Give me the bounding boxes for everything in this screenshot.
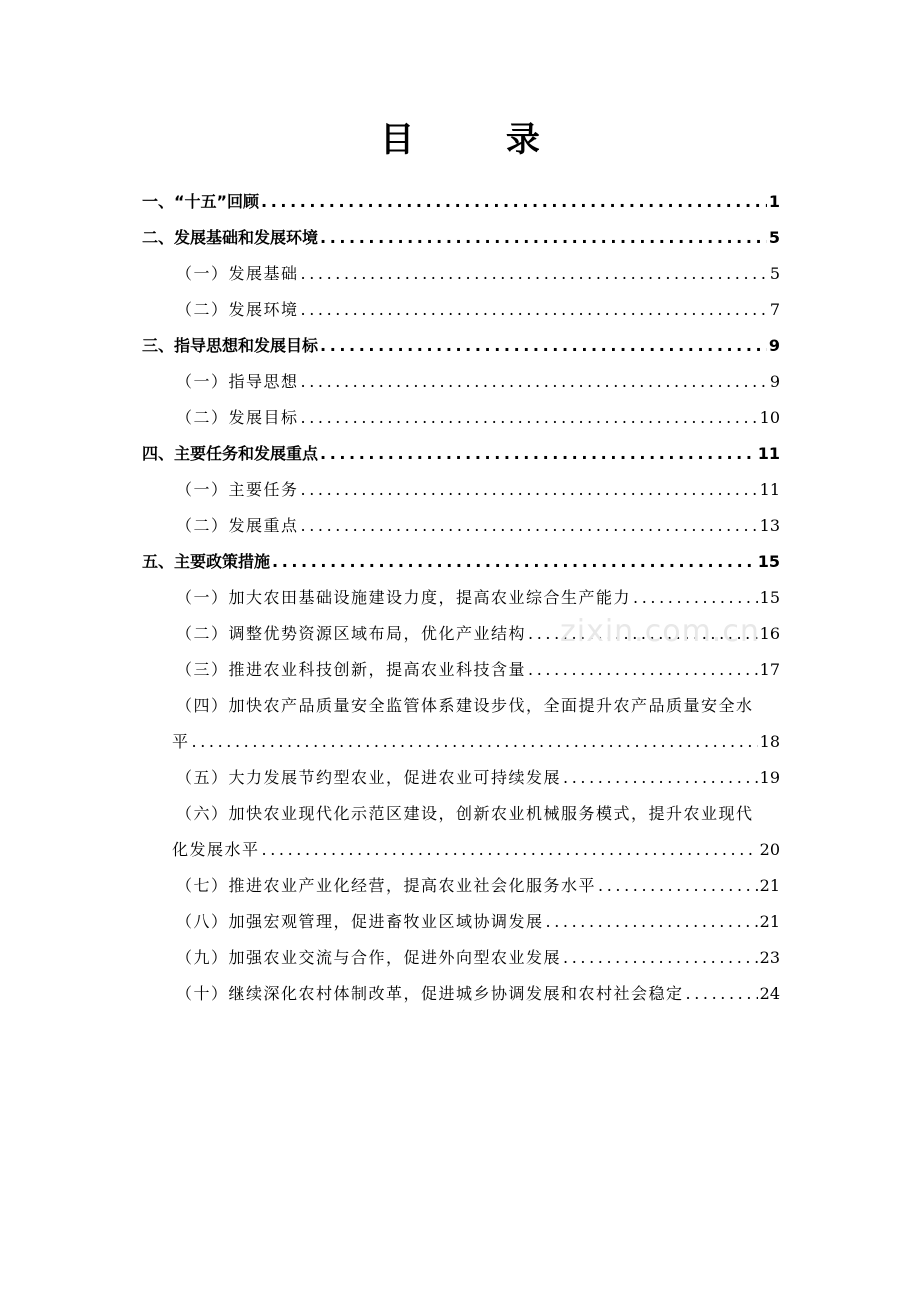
dot-leader <box>192 724 758 760</box>
toc-entry-title: 四、主要任务和发展重点 <box>142 444 319 463</box>
toc-entry[interactable] <box>142 256 780 292</box>
dot-leader <box>262 832 758 868</box>
toc-entry-title: （二）调整优势资源区域布局，优化产业结构 <box>176 624 527 643</box>
dot-leader <box>563 940 758 976</box>
dot-leader <box>272 544 756 580</box>
toc-entry-title: （二）发展目标 <box>176 408 299 427</box>
toc-page-number: 1 <box>768 192 780 211</box>
toc-entry-title: （一）主要任务 <box>176 480 299 499</box>
toc-entry[interactable] <box>142 472 780 508</box>
toc-entry[interactable] <box>142 796 780 868</box>
toc-page-number: 19 <box>759 768 780 787</box>
dot-leader <box>301 400 758 436</box>
dot-leader <box>320 220 767 256</box>
toc-entry[interactable] <box>142 760 780 796</box>
toc-entry-title-continuation: 平 <box>172 732 190 751</box>
toc-entry-title: （九）加强农业交流与合作，促进外向型农业发展 <box>176 948 562 967</box>
toc-page-number: 5 <box>769 264 780 283</box>
toc-page-number: 21 <box>759 912 780 931</box>
toc-entry-title: 一、“十五”回顾 <box>142 192 260 211</box>
dot-leader <box>633 580 758 616</box>
toc-page-number: 13 <box>759 516 780 535</box>
dot-leader <box>528 616 758 652</box>
dot-leader <box>301 508 758 544</box>
toc-page-number: 23 <box>759 948 780 967</box>
toc-page-number: 18 <box>759 732 780 751</box>
toc-entry-title: （八）加强宏观管理，促进畜牧业区域协调发展 <box>176 912 544 931</box>
toc-page-number: 15 <box>757 552 780 571</box>
toc-entry[interactable] <box>142 544 780 580</box>
toc-entry-title: （五）大力发展节约型农业，促进农业可持续发展 <box>176 768 562 787</box>
toc-entry[interactable] <box>142 292 780 328</box>
dot-leader <box>546 904 758 940</box>
toc-page-number: 9 <box>769 372 780 391</box>
dot-leader <box>320 328 767 364</box>
toc-page-number: 16 <box>759 624 780 643</box>
table-of-contents <box>142 184 780 1012</box>
toc-entry[interactable] <box>142 328 780 364</box>
toc-entry-title: 五、主要政策措施 <box>142 552 271 571</box>
toc-entry-title: （四）加快农产品质量安全监管体系建设步伐，全面提升农产品质量安全水 <box>176 696 754 715</box>
dot-leader <box>598 868 758 904</box>
toc-entry[interactable] <box>142 436 780 472</box>
dot-leader <box>301 256 768 292</box>
toc-entry[interactable] <box>142 976 780 1012</box>
toc-entry[interactable] <box>142 184 780 220</box>
toc-page-number: 7 <box>769 300 780 319</box>
toc-page-number: 17 <box>759 660 780 679</box>
toc-entry-title: （一）发展基础 <box>176 264 299 283</box>
watermark: zixin.com.cn <box>560 614 760 649</box>
toc-entry[interactable] <box>142 508 780 544</box>
toc-entry[interactable] <box>142 580 780 616</box>
toc-entry-title: （一）加大农田基础设施建设力度，提高农业综合生产能力 <box>176 588 632 607</box>
toc-page-number: 9 <box>768 336 780 355</box>
toc-entry-title: （六）加快农业现代化示范区建设，创新农业机械服务模式，提升农业现代 <box>176 804 754 823</box>
dot-leader <box>528 652 758 688</box>
dot-leader <box>301 472 758 508</box>
toc-entry-title-continuation: 化发展水平 <box>172 840 260 859</box>
toc-entry[interactable] <box>142 904 780 940</box>
toc-entry-title: 三、指导思想和发展目标 <box>142 336 319 355</box>
toc-entry-title: 二、发展基础和发展环境 <box>142 228 319 247</box>
toc-page-number: 21 <box>759 876 780 895</box>
toc-entry[interactable] <box>142 868 780 904</box>
toc-entry-title: （二）发展环境 <box>176 300 299 319</box>
dot-leader <box>320 436 756 472</box>
toc-entry[interactable] <box>142 364 780 400</box>
toc-entry-title: （十）继续深化农村体制改革，促进城乡协调发展和农村社会稳定 <box>176 984 684 1003</box>
toc-entry[interactable] <box>142 400 780 436</box>
dot-leader <box>563 760 758 796</box>
toc-entry[interactable] <box>142 688 780 760</box>
toc-entry-title: （二）发展重点 <box>176 516 299 535</box>
toc-entry[interactable] <box>142 940 780 976</box>
toc-page-number: 11 <box>757 444 780 463</box>
toc-page-number: 20 <box>759 840 780 859</box>
toc-entry[interactable] <box>142 616 780 652</box>
toc-page-number: 10 <box>759 408 780 427</box>
dot-leader <box>261 184 767 220</box>
toc-entry[interactable] <box>142 652 780 688</box>
dot-leader <box>301 292 768 328</box>
toc-page-number: 24 <box>759 984 780 1003</box>
dot-leader <box>301 364 768 400</box>
toc-entry-title: （一）指导思想 <box>176 372 299 391</box>
toc-entry[interactable] <box>142 220 780 256</box>
toc-page-number: 5 <box>768 228 780 247</box>
toc-entry-title: （七）推进农业产业化经营，提高农业社会化服务水平 <box>176 876 597 895</box>
dot-leader <box>686 976 758 1012</box>
toc-page-number: 11 <box>759 480 780 499</box>
page-title: 目 录 <box>380 120 580 160</box>
toc-page-number: 15 <box>759 588 780 607</box>
toc-entry-title: （三）推进农业科技创新，提高农业科技含量 <box>176 660 527 679</box>
